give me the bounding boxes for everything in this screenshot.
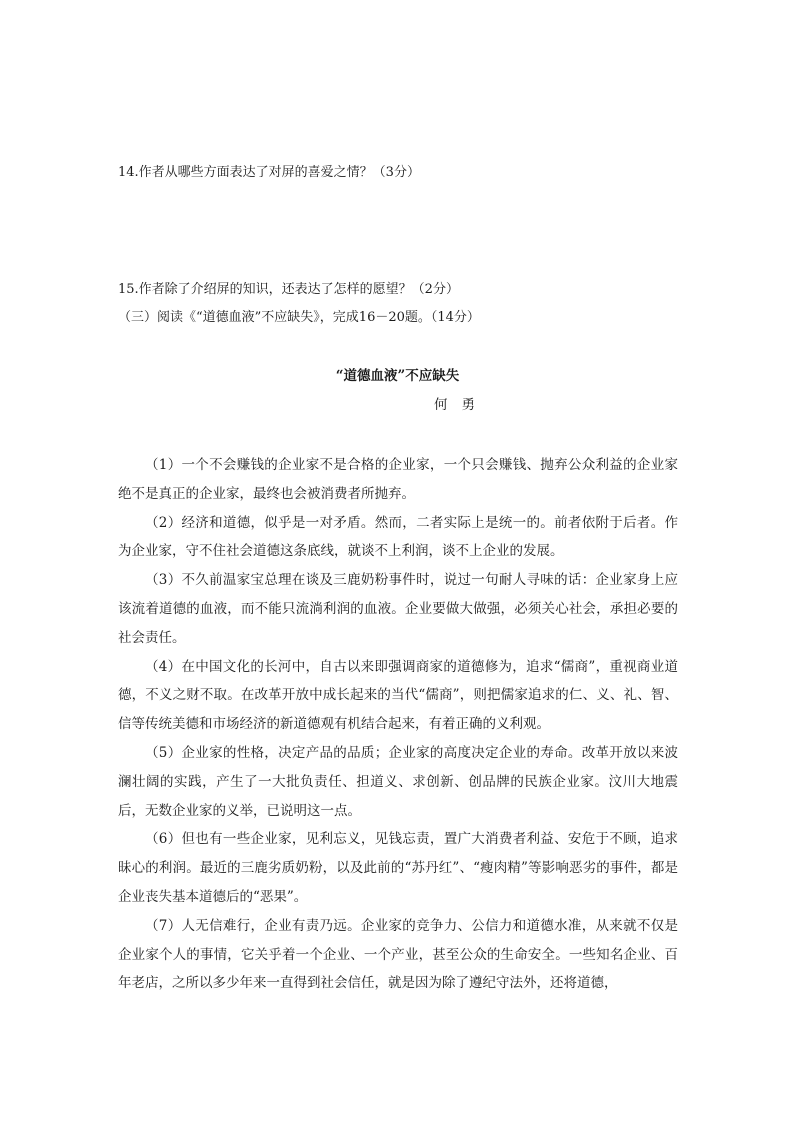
paragraph-2: （2）经济和道德，似乎是一对矛盾。然而，二者实际上是统一的。前者依附于后者。作为企业家，守不住社会道德这条底线，就谈不上利润，谈不上企业的发展。 bbox=[118, 514, 678, 560]
paragraph-5: （5）企业家的性格，决定产品的品质；企业家的高度决定企业的寿命。改革开放以来波澜壮阔的实践，产生了一大批负责任、担道义、求创新、创品牌的民族企业家。汶川大地震后，无数企业家的义举，已说明这一点。 bbox=[118, 744, 678, 819]
paragraph-6: （6）但也有一些企业家，见利忘义，见钱忘责，置广大消费者利益、安危于不顾，追求昧心的利润。最近的三鹿劣质奶粉，以及此前的“苏丹红”、“瘦肉精”等影响恶劣的事件，都是企业丧失基本道德后的“恶果”。 bbox=[118, 831, 678, 905]
question-15: 15.作者除了介绍屏的知识，还表达了怎样的愿望？（2分） bbox=[118, 282, 459, 297]
article-title: “道德血液”不应缺失 bbox=[335, 368, 460, 384]
paragraph-3: （3）不久前温家宝总理在谈及三鹿奶粉事件时，说过一句耐人寻味的话：企业家身上应该流着道德的血液，而不能只流淌利润的血液。企业要做大做强，必须关心社会，承担必要的社会责任。 bbox=[118, 572, 678, 646]
paragraph-7: （7）人无信难行，企业有责乃远。企业家的竞争力、公信力和道德水准，从来就不仅是企业家个人的事情，它关乎着一个企业、一个产业，甚至公众的生命安全。一些知名企业、百年老店，之所以多少年来一直得到社会信任，就是因为除了遵纪守法外，还将道德， bbox=[118, 917, 678, 992]
article-author: 何勇 bbox=[434, 397, 489, 413]
paragraph-4: （4）在中国文化的长河中，自古以来即强调商家的道德修为，追求“儒商”，重视商业道德，不义之财不取。在改革开放中成长起来的当代“儒商”，则把儒家追求的仁、义、礼、智、信等传统美德和市场经济的新道德观有机结合起来，有着正确的义利观。 bbox=[118, 658, 678, 733]
question-14: 14.作者从哪些方面表达了对屏的喜爱之情？（3分） bbox=[118, 165, 420, 180]
paragraph-1: （1）一个不会赚钱的企业家不是合格的企业家，一个只会赚钱、抛弃公众利益的企业家绝不是真正的企业家，最终也会被消费者所抛弃。 bbox=[118, 457, 678, 502]
article-body bbox=[118, 451, 678, 998]
section-3-instruction: （三）阅读《“道德血液”不应缺失》，完成16－20题。（14分） bbox=[118, 310, 480, 325]
